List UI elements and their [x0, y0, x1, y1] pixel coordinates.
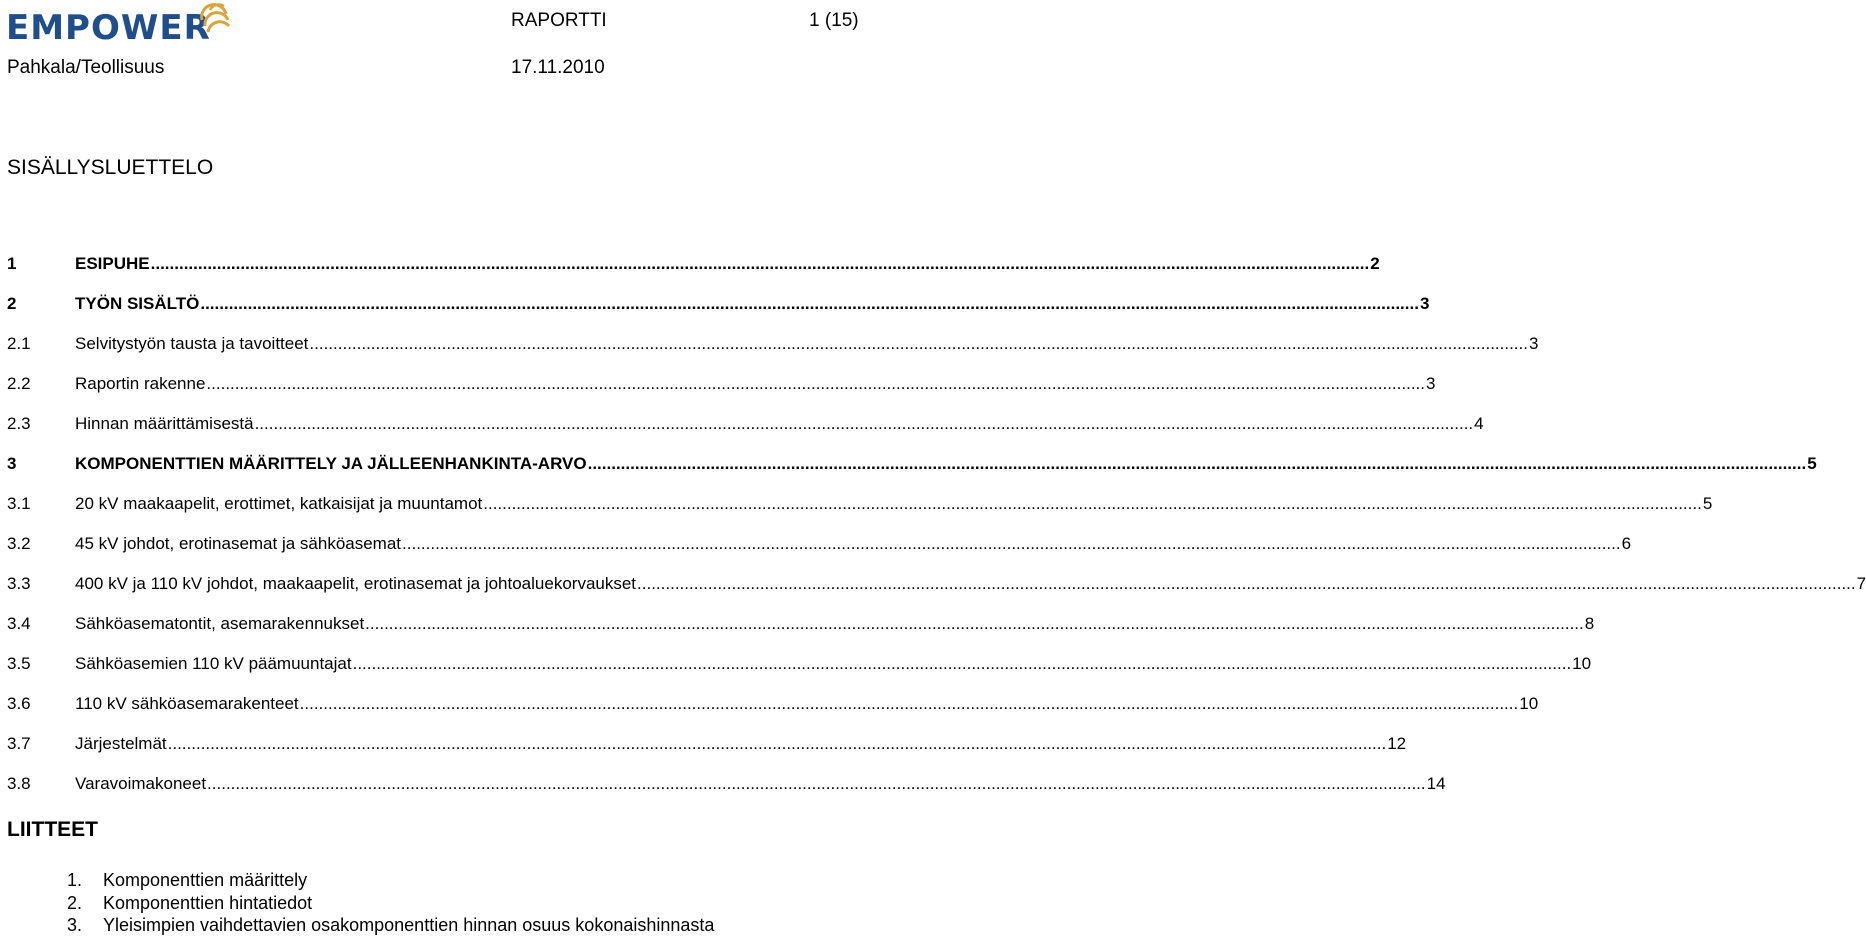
toc-page: 8: [1584, 614, 1595, 633]
toc-page: 6: [1621, 534, 1632, 553]
toc-entry[interactable]: [7, 293, 1430, 333]
document-location: Pahkala/Teollisuus: [7, 57, 165, 78]
toc-page: 3: [1426, 374, 1436, 393]
toc-leader: [206, 373, 1425, 395]
toc-leader: [151, 253, 1370, 275]
toc-entry[interactable]: [7, 573, 1866, 613]
toc-heading: SISÄLLYSLUETTELO: [7, 156, 214, 179]
toc-number: 2.2: [7, 374, 31, 393]
toc-title: Selvitystyön tausta ja tavoitteet: [75, 334, 309, 353]
toc-entry[interactable]: [7, 333, 1539, 373]
toc-title: Järjestelmät: [75, 734, 167, 753]
page-number: 1 (15): [809, 10, 859, 31]
toc-entry[interactable]: [7, 493, 1713, 533]
toc-number: 3.2: [7, 534, 31, 553]
appendix-title: Yleisimpien vaihdettavien osakomponenttien hinnan osuus kokonaishinnasta: [103, 915, 715, 935]
appendix-item: [67, 892, 714, 915]
toc-title: Varavoimakoneet: [75, 774, 207, 793]
toc-title: 20 kV maakaapelit, erottimet, katkaisijat ja muuntamot: [75, 494, 483, 513]
toc-page: 3: [1419, 294, 1430, 313]
toc-leader: [637, 573, 1856, 595]
toc-title: Sähköasemien 110 kV päämuuntajat: [75, 654, 352, 673]
table-of-contents: [7, 253, 1866, 813]
toc-number: 3: [7, 454, 17, 473]
toc-leader: [255, 413, 1474, 435]
toc-number: 1: [7, 254, 17, 273]
logo-text: EMPOWER: [6, 8, 211, 48]
appendix-title: Komponenttien määrittely: [103, 870, 308, 890]
toc-title: ESIPUHE: [75, 254, 150, 273]
toc-number: 2.3: [7, 414, 31, 433]
toc-number: 3.4: [7, 614, 31, 633]
toc-title: 45 kV johdot, erotinasemat ja sähköasemat: [75, 534, 402, 553]
toc-title: Raportin rakenne: [75, 374, 206, 393]
toc-entry[interactable]: [7, 533, 1632, 573]
document-date: 17.11.2010: [511, 57, 605, 78]
toc-page: 7: [1856, 574, 1866, 593]
toc-leader: [309, 333, 1528, 355]
toc-leader: [168, 733, 1387, 755]
appendix-number: 2.: [67, 892, 83, 913]
toc-entry[interactable]: [7, 373, 1436, 413]
company-logo: [6, 0, 236, 50]
toc-number: 2.1: [7, 334, 31, 353]
appendix-title: Komponenttien hintatiedot: [103, 892, 313, 913]
toc-leader: [402, 533, 1621, 555]
sun-swirl-icon: [196, 0, 232, 40]
toc-leader: [365, 613, 1584, 635]
appendix-number: 3.: [67, 915, 83, 935]
toc-entry[interactable]: [7, 733, 1407, 773]
appendix-heading: LIITTEET: [7, 818, 98, 841]
appendix-list: [67, 869, 714, 937]
toc-leader: [588, 453, 1807, 475]
appendix-item: [67, 869, 714, 892]
toc-entry[interactable]: [7, 773, 1446, 813]
toc-page: 10: [1519, 694, 1539, 713]
toc-number: 3.1: [7, 494, 31, 513]
toc-leader: [300, 693, 1519, 715]
toc-page: 5: [1807, 454, 1817, 473]
toc-number: 3.8: [7, 774, 31, 793]
toc-page: 4: [1474, 414, 1484, 433]
toc-entry[interactable]: [7, 253, 1380, 293]
toc-entry[interactable]: [7, 693, 1539, 733]
toc-title: KOMPONENTTIEN MÄÄRITTELY JA JÄLLEENHANKINTA-ARVO: [75, 454, 587, 473]
toc-title: TYÖN SISÄLTÖ: [75, 294, 200, 313]
appendix-number: 1.: [67, 870, 83, 890]
toc-number: 3.7: [7, 734, 31, 753]
appendix-item: [67, 914, 714, 937]
toc-number: 3.3: [7, 574, 31, 593]
toc-page: 14: [1426, 774, 1446, 793]
toc-page: 5: [1702, 494, 1713, 513]
document-type: RAPORTTI: [511, 10, 607, 31]
toc-title: 110 kV sähköasemarakenteet: [75, 694, 299, 713]
toc-entry[interactable]: [7, 613, 1595, 653]
toc-page: 12: [1387, 734, 1407, 753]
toc-entry[interactable]: [7, 653, 1592, 693]
toc-entry[interactable]: [7, 453, 1817, 493]
toc-page: 3: [1528, 334, 1539, 353]
toc-number: 3.5: [7, 654, 31, 673]
toc-entry[interactable]: [7, 413, 1484, 453]
toc-title: 400 kV ja 110 kV johdot, maakaapelit, erotinasemat ja johtoaluekorvaukset: [75, 574, 637, 593]
toc-title: Sähköasematontit, asemarakennukset: [75, 614, 365, 633]
toc-leader: [200, 293, 1419, 315]
toc-leader: [483, 493, 1702, 515]
toc-leader: [353, 653, 1572, 675]
toc-number: 2: [7, 294, 17, 313]
toc-page: 2: [1370, 254, 1380, 273]
toc-page: 10: [1572, 654, 1592, 673]
toc-title: Hinnan määrittämisestä: [75, 414, 254, 433]
toc-number: 3.6: [7, 694, 31, 713]
toc-leader: [207, 773, 1426, 795]
